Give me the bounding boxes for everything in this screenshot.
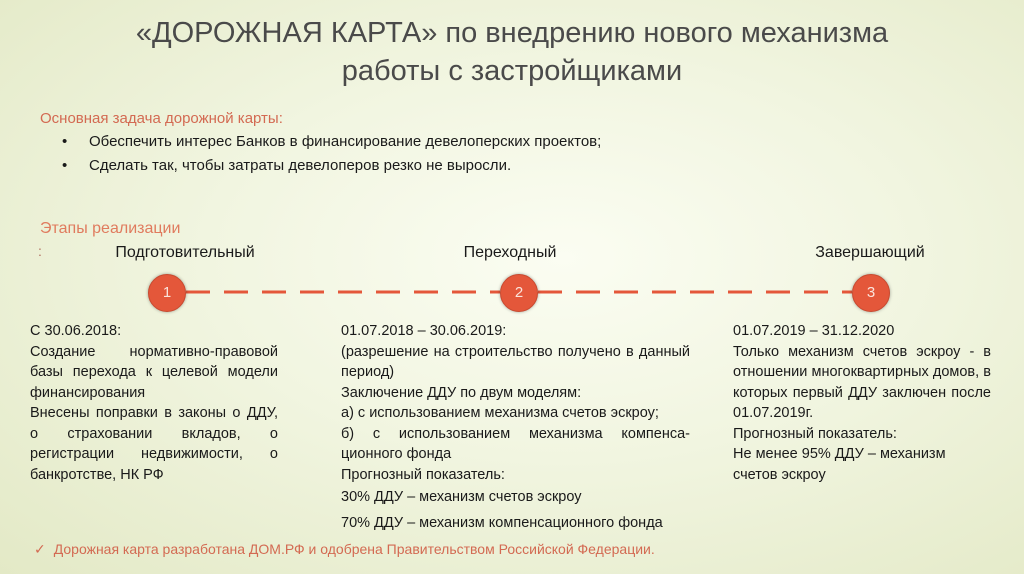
stage-2-text-7: 70% ДДУ – механизм компенсационного фонда [341,514,663,531]
stage-2-date: 01.07.2018 – 30.06.2019: [341,323,507,339]
stage-marker-1: 1 [148,274,186,312]
task-item-1: • Обеспечить интерес Банков в финансирование девелоперских проектов; [62,131,622,152]
title-line-1: «ДОРОЖНАЯ КАРТА» по внедрению нового механизма [135,17,889,49]
task-heading: Основная задача дорожной карты: [40,110,283,127]
stage-name-final: Завершающий [815,244,925,261]
stages-heading-colon: : [38,243,42,259]
footer-note [34,541,655,558]
stages-heading: Этапы реализации [40,220,181,237]
stage-1-description [30,321,278,485]
stage-name-transitional: Переходный [463,244,557,261]
stage-2-description [341,321,690,533]
stage-marker-2: 2 [500,274,538,312]
stage-3-text-2: Прогнозный показатель: [733,425,897,442]
stage-2-text-1: (разрешение на строительство получено в данный период) [341,343,690,380]
stage-2-text-5: Прогнозный показатель: [341,466,505,483]
stage-2-text-4: б) с использованием механизма компенса-ционного фонда [341,425,690,462]
stage-3-text-3: Не менее 95% ДДУ – механизм счетов эскроу [733,446,946,483]
stage-1-text-1: Создание нормативно-правовой базы перехода к целевой модели финансирования [30,343,278,401]
stage-3-text-1: Только механизм счетов эскроу - в отношении многоквартирных домов, в которых первый ДДУ заключен после 01.07.2019г. [733,343,991,421]
stage-3-description [733,321,991,485]
title-line-2: работы с застройщиками [341,55,683,87]
stage-3-date: 01.07.2019 – 31.12.2020 [733,323,895,339]
stage-1-date: С 30.06.2018: [30,323,122,339]
stage-marker-3: 3 [852,274,890,312]
stage-2-text-6: 30% ДДУ – механизм счетов эскроу [341,489,582,505]
footer-text: Дорожная карта разработана ДОМ.РФ и одобрена Правительством Российской Федерации. [53,541,655,557]
stage-2-text-2: Заключение ДДУ по двум моделям: [341,384,582,401]
stage-2-text-3: а) с использованием механизма счетов эскроу; [341,405,659,421]
check-icon: ✓ [34,541,46,557]
stage-name-preparatory: Подготовительный [115,244,255,261]
stage-1-text-2: Внесены поправки в законы о ДДУ, о страховании вкладов, о регистрации недвижимости, о банкротстве, НК РФ [30,405,278,483]
task-item-2: • Сделать так, чтобы затраты девелоперов резко не выросли. [62,155,622,176]
